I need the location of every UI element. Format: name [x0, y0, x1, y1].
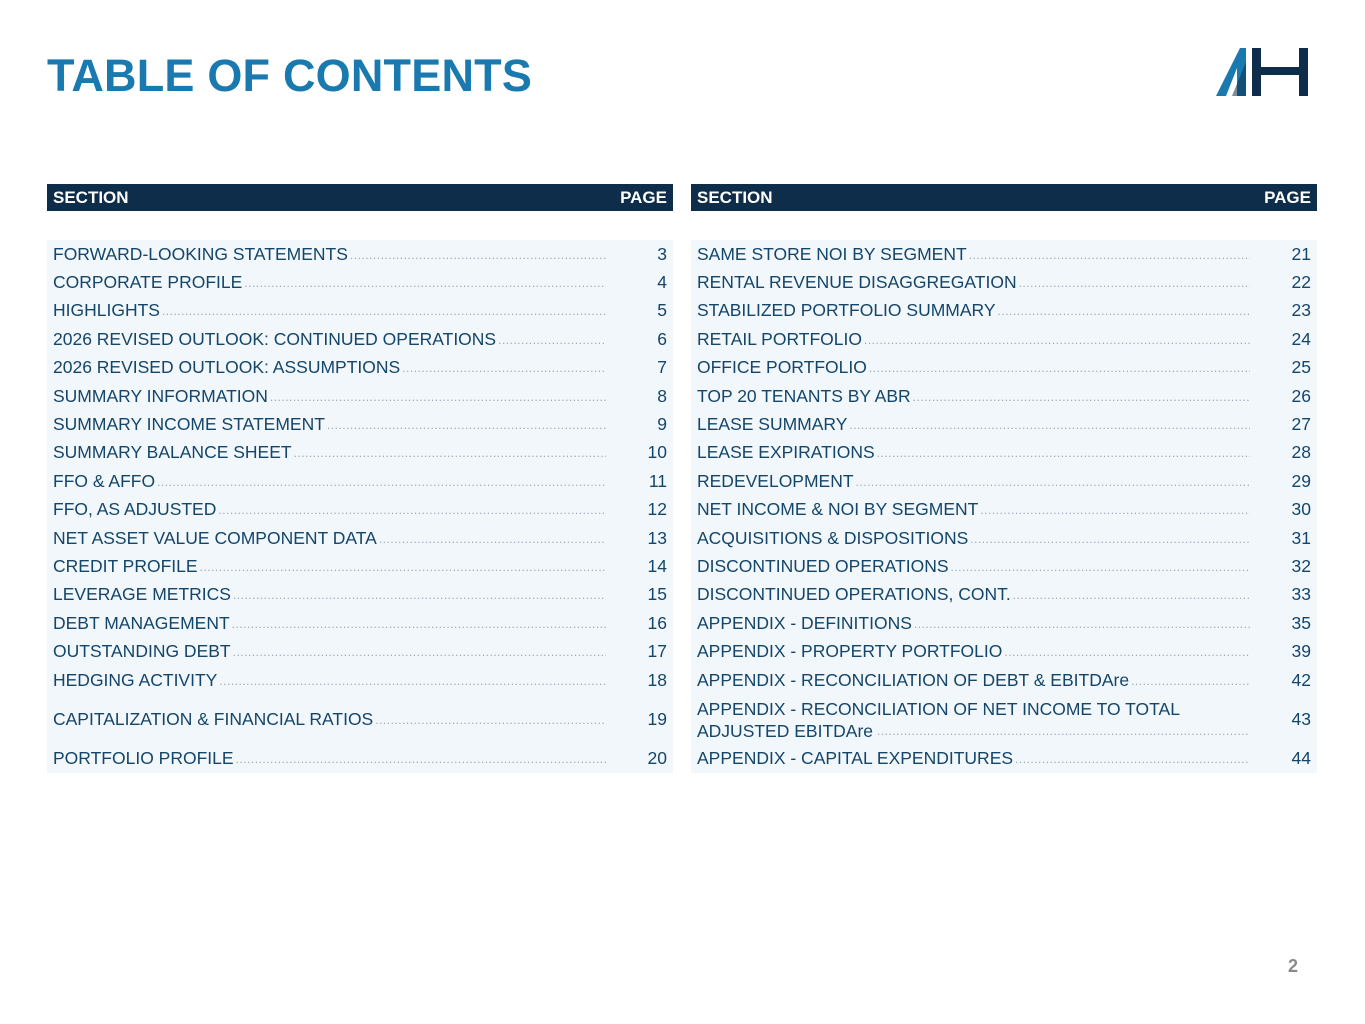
toc-row-label: 2026 REVISED OUTLOOK: ASSUMPTIONS	[53, 357, 401, 378]
toc-row-page: 43	[1291, 708, 1311, 729]
toc-row[interactable]	[47, 439, 673, 467]
dot-leader	[327, 418, 606, 432]
toc-row-page: 19	[647, 708, 667, 729]
toc-row-page: 22	[1291, 272, 1311, 293]
toc-row[interactable]	[47, 268, 673, 296]
dot-leader	[218, 503, 606, 517]
toc-row-label: DEBT MANAGEMENT	[53, 612, 230, 633]
toc-row[interactable]	[691, 496, 1317, 524]
page-header: PAGE	[620, 187, 667, 207]
dot-leader	[236, 752, 606, 766]
toc-row[interactable]	[47, 637, 673, 665]
dot-leader	[244, 276, 606, 290]
toc-row-label: FORWARD-LOOKING STATEMENTS	[53, 243, 348, 264]
toc-row[interactable]	[691, 354, 1317, 382]
section-header: SECTION	[53, 187, 129, 207]
dot-leader	[350, 248, 606, 262]
toc-row-label: SUMMARY BALANCE SHEET	[53, 442, 292, 463]
dot-leader	[270, 390, 606, 404]
company-logo	[1216, 46, 1312, 98]
toc-row-page: 32	[1291, 555, 1311, 576]
toc-row-label: APPENDIX - PROPERTY PORTFOLIO	[697, 641, 1003, 662]
page-title: TABLE OF CONTENTS	[47, 50, 533, 101]
dot-leader	[200, 560, 606, 574]
toc-row-page: 5	[657, 300, 667, 321]
toc-row[interactable]	[47, 297, 673, 325]
toc-row-label: LEASE SUMMARY	[697, 414, 848, 435]
toc-list	[691, 240, 1317, 773]
toc-row-label: NET INCOME & NOI BY SEGMENT	[697, 499, 979, 520]
toc-row-page: 3	[657, 243, 667, 264]
toc-row-label: APPENDIX - CAPITAL EXPENDITURES	[697, 747, 1014, 768]
dot-leader	[849, 418, 1250, 432]
page-number: 2	[1287, 956, 1298, 976]
toc-row-page: 39	[1291, 641, 1311, 662]
toc-row-label: SUMMARY INFORMATION	[53, 385, 268, 406]
toc-row-label: HEDGING ACTIVITY	[53, 669, 218, 690]
toc-row-label: LEVERAGE METRICS	[53, 584, 231, 605]
toc-row[interactable]	[47, 609, 673, 637]
toc-row[interactable]	[47, 354, 673, 382]
toc-row[interactable]	[47, 744, 673, 772]
toc-row-label: TOP 20 TENANTS BY ABR	[697, 385, 911, 406]
dot-leader	[375, 713, 606, 727]
dot-leader	[877, 720, 1250, 740]
toc-row-page: 20	[647, 747, 667, 768]
toc-header	[691, 184, 1317, 211]
toc-row[interactable]	[691, 410, 1317, 438]
toc-row[interactable]	[47, 382, 673, 410]
toc-row-page: 27	[1291, 414, 1311, 435]
toc-row[interactable]	[691, 467, 1317, 495]
toc-row-page: 24	[1291, 328, 1311, 349]
toc-row[interactable]	[47, 496, 673, 524]
toc-row-page: 33	[1291, 584, 1311, 605]
toc-list	[47, 240, 673, 773]
dot-leader	[913, 390, 1250, 404]
toc-row[interactable]	[691, 581, 1317, 609]
toc-row-label: CORPORATE PROFILE	[53, 272, 243, 293]
toc-row[interactable]	[691, 609, 1317, 637]
toc-row-label: DISCONTINUED OPERATIONS	[697, 555, 949, 576]
toc-row-page: 35	[1291, 612, 1311, 633]
toc-row-label: SAME STORE NOI BY SEGMENT	[697, 243, 967, 264]
toc-row[interactable]	[47, 694, 673, 744]
toc-row-label: SUMMARY INCOME STATEMENT	[53, 414, 325, 435]
toc-row-label: STABILIZED PORTFOLIO SUMMARY	[697, 300, 996, 321]
toc-row-page: 44	[1291, 747, 1311, 768]
toc-row-page: 26	[1291, 385, 1311, 406]
toc-row[interactable]	[691, 382, 1317, 410]
dot-leader	[162, 304, 606, 318]
toc-row-label: FFO, AS ADJUSTED	[53, 499, 217, 520]
toc-row[interactable]	[47, 581, 673, 609]
toc-row-page: 17	[647, 641, 667, 662]
page-header: PAGE	[1264, 187, 1311, 207]
toc-row-label: OFFICE PORTFOLIO	[697, 357, 867, 378]
toc-row-page: 15	[647, 584, 667, 605]
toc-row[interactable]	[691, 325, 1317, 353]
section-header: SECTION	[697, 187, 773, 207]
dot-leader	[233, 588, 606, 602]
toc-row[interactable]	[691, 694, 1317, 744]
dot-leader	[1004, 645, 1250, 659]
toc-row-label: ACQUISITIONS & DISPOSITIONS	[697, 527, 969, 548]
toc-row-page: 25	[1291, 357, 1311, 378]
dot-leader	[970, 532, 1250, 546]
dot-leader	[951, 560, 1250, 574]
toc-row-label: REDEVELOPMENT	[697, 470, 854, 491]
toc-column-left	[47, 184, 673, 773]
toc-row-label: NET ASSET VALUE COMPONENT DATA	[53, 527, 377, 548]
toc-row-page: 7	[657, 357, 667, 378]
dot-leader	[498, 333, 606, 347]
toc-row-label: RENTAL REVENUE DISAGGREGATION	[697, 272, 1017, 293]
dot-leader	[157, 475, 606, 489]
toc-row-label: RETAIL PORTFOLIO	[697, 328, 862, 349]
dot-leader	[294, 446, 606, 460]
dot-leader	[233, 645, 606, 659]
toc-row-page: 8	[657, 385, 667, 406]
dot-leader	[998, 304, 1250, 318]
dot-leader	[1015, 752, 1250, 766]
dot-leader	[1013, 588, 1250, 602]
toc-row-page: 10	[647, 442, 667, 463]
dot-leader	[969, 248, 1250, 262]
dot-leader	[864, 333, 1250, 347]
toc-row-page: 28	[1291, 442, 1311, 463]
toc-row-page: 23	[1291, 300, 1311, 321]
toc-row-label: CREDIT PROFILE	[53, 555, 198, 576]
toc-row-label: DISCONTINUED OPERATIONS, CONT.	[697, 584, 1011, 605]
dot-leader	[856, 475, 1250, 489]
toc-row-label: APPENDIX - RECONCILIATION OF NET INCOME TO TOTAL ADJUSTED EBITDAre	[697, 699, 1180, 741]
toc-row-page: 29	[1291, 470, 1311, 491]
toc-row[interactable]	[691, 552, 1317, 580]
toc-row-label: HIGHLIGHTS	[53, 300, 160, 321]
toc-row-page: 31	[1291, 527, 1311, 548]
toc-header	[47, 184, 673, 211]
toc-row-page: 4	[657, 272, 667, 293]
toc-row[interactable]	[691, 240, 1317, 268]
toc-row[interactable]	[691, 666, 1317, 694]
toc-row-page: 16	[647, 612, 667, 633]
toc-row-label: PORTFOLIO PROFILE	[53, 747, 234, 768]
toc-row-page: 9	[657, 414, 667, 435]
dot-leader	[914, 617, 1250, 631]
toc-row-label: APPENDIX - RECONCILIATION OF DEBT & EBITDAre	[697, 669, 1130, 690]
toc-row-page: 11	[648, 470, 667, 491]
toc-row-page: 12	[647, 499, 667, 520]
dot-leader	[869, 361, 1250, 375]
toc-row-page: 18	[647, 669, 667, 690]
dot-leader	[980, 503, 1250, 517]
toc-row-page: 42	[1291, 669, 1311, 690]
toc-column-right	[691, 184, 1317, 773]
toc-row[interactable]	[47, 666, 673, 694]
toc-row[interactable]	[47, 410, 673, 438]
toc-row[interactable]	[691, 268, 1317, 296]
toc-row-label: FFO & AFFO	[53, 470, 156, 491]
toc-row[interactable]	[47, 325, 673, 353]
toc-row-page: 14	[647, 555, 667, 576]
toc-row-label: OUTSTANDING DEBT	[53, 641, 231, 662]
toc-row-label: CAPITALIZATION & FINANCIAL RATIOS	[53, 708, 374, 729]
dot-leader	[1131, 674, 1250, 688]
toc-row-page: 6	[657, 328, 667, 349]
toc-row[interactable]	[47, 240, 673, 268]
dot-leader	[219, 674, 606, 688]
dot-leader	[402, 361, 606, 375]
toc-row[interactable]	[47, 467, 673, 495]
toc-row-page: 21	[1291, 243, 1311, 264]
dot-leader	[1019, 276, 1250, 290]
toc-row-page: 13	[647, 527, 667, 548]
toc-row[interactable]	[47, 524, 673, 552]
toc-row[interactable]	[691, 744, 1317, 772]
toc-row[interactable]	[47, 552, 673, 580]
toc-row-label: 2026 REVISED OUTLOOK: CONTINUED OPERATIONS	[53, 328, 497, 349]
toc-row[interactable]	[691, 524, 1317, 552]
dot-leader	[877, 446, 1250, 460]
dot-leader	[232, 617, 606, 631]
toc-row-page: 30	[1291, 499, 1311, 520]
toc-row[interactable]	[691, 637, 1317, 665]
dot-leader	[379, 532, 606, 546]
toc-row[interactable]	[691, 439, 1317, 467]
toc-row-label: LEASE EXPIRATIONS	[697, 442, 875, 463]
toc-row[interactable]	[691, 297, 1317, 325]
toc-row-label: APPENDIX - DEFINITIONS	[697, 612, 912, 633]
